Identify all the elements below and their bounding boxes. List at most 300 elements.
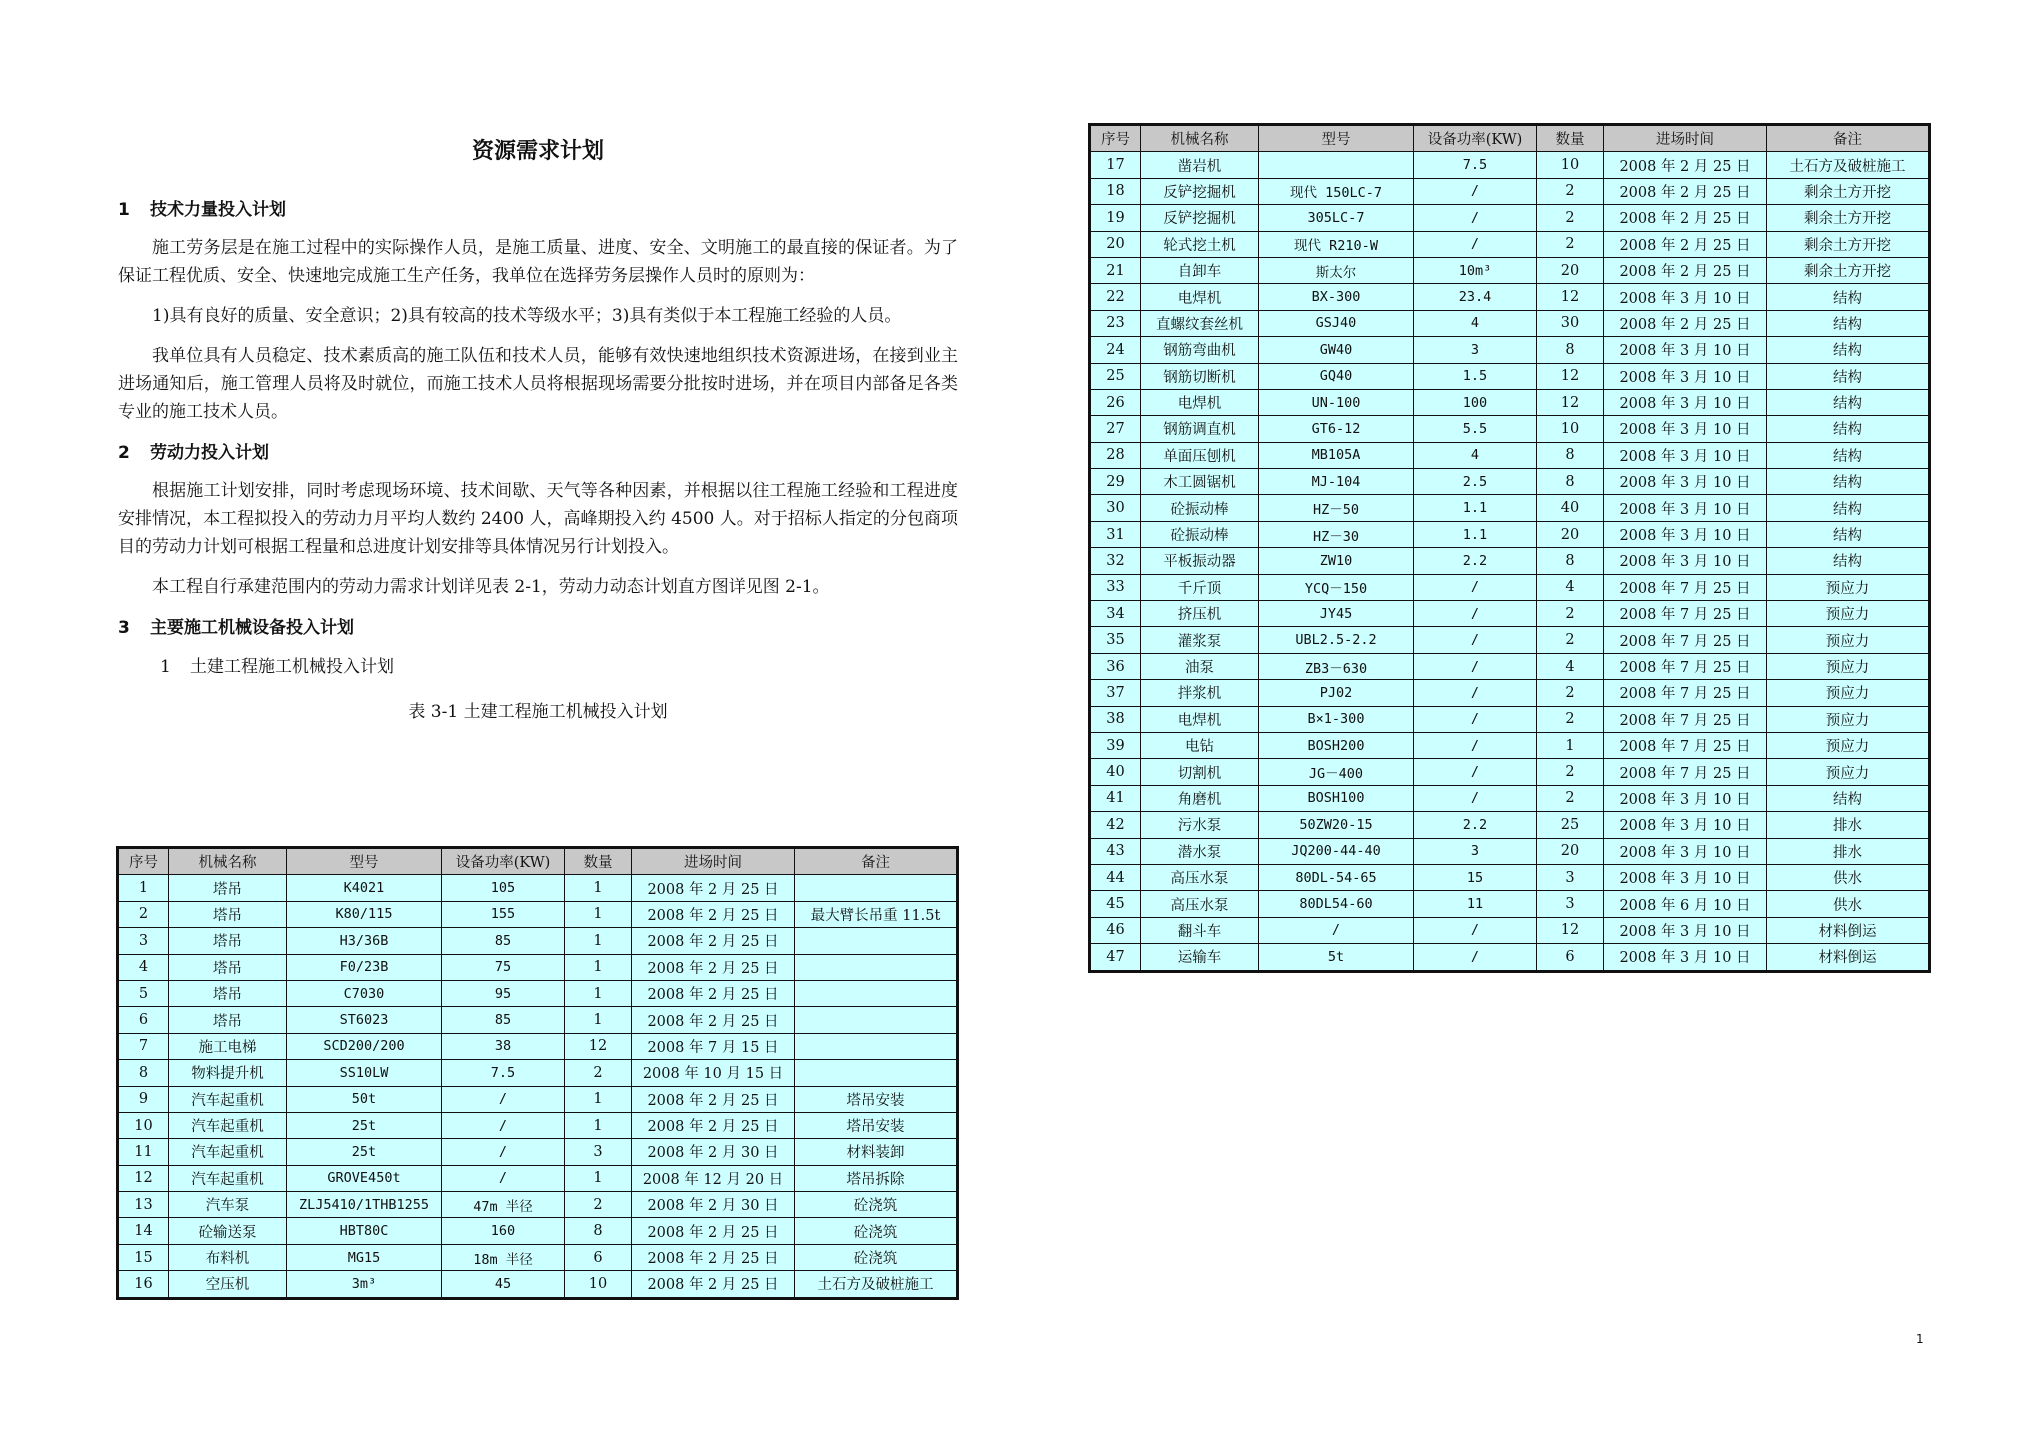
table-cell: 40 [1537, 495, 1604, 521]
table-cell: 42 [1090, 812, 1141, 838]
table-cell: 20 [1537, 838, 1604, 864]
table-cell: 2008 年 2 月 25 日 [632, 901, 795, 927]
table-cell: 2008 年 3 月 10 日 [1604, 548, 1767, 574]
table-row [1090, 917, 1930, 943]
table-cell: 电焊机 [1141, 389, 1259, 415]
table-row [1090, 759, 1930, 785]
table-cell: 3 [1537, 864, 1604, 890]
table-cell: K80/115 [287, 901, 442, 927]
table-cell: / [1414, 917, 1537, 943]
table-cell: 土石方及破桩施工 [1767, 152, 1930, 178]
table-row [1090, 706, 1930, 732]
table-cell: 10 [1537, 152, 1604, 178]
table-cell: 剩余土方开挖 [1767, 231, 1930, 257]
table-cell: 23.4 [1414, 284, 1537, 310]
table-cell: 12 [1537, 389, 1604, 415]
table-cell: 电焊机 [1141, 284, 1259, 310]
table-cell: / [1414, 231, 1537, 257]
table-cell: 结构 [1767, 495, 1930, 521]
table-cell: 塔吊 [169, 954, 287, 980]
table-cell: 2008 年 3 月 10 日 [1604, 812, 1767, 838]
table-row [1090, 548, 1930, 574]
paragraph: 我单位具有人员稳定、技术素质高的施工队伍和技术人员，能够有效快速地组织技术资源进场，在接到业主进场通知后，施工管理人员将及时就位，而施工技术人员将根据现场需要分批按时进场，并在项目内部备足各类专业的施工技术人员。 [118, 346, 958, 422]
table-cell: 2008 年 2 月 30 日 [632, 1139, 795, 1165]
table-cell: 100 [1414, 389, 1537, 415]
table-cell: 2 [1537, 706, 1604, 732]
table-cell: 2008 年 2 月 25 日 [632, 1244, 795, 1270]
table-cell: 2008 年 2 月 30 日 [632, 1192, 795, 1218]
table-cell: 2008 年 2 月 25 日 [1604, 310, 1767, 336]
table-cell: 2008 年 2 月 25 日 [632, 928, 795, 954]
table-cell: 结构 [1767, 785, 1930, 811]
table-cell: / [1414, 205, 1537, 231]
section-number: 3 [118, 618, 130, 638]
table-cell: MG15 [287, 1244, 442, 1270]
table-cell: JG－400 [1259, 759, 1414, 785]
table-cell: 施工电梯 [169, 1033, 287, 1059]
table-cell: 角磨机 [1141, 785, 1259, 811]
table-cell: 10 [565, 1271, 632, 1298]
machinery-table-right [1088, 123, 1931, 973]
table-cell: GSJ40 [1259, 310, 1414, 336]
table-cell: HBT80C [287, 1218, 442, 1244]
table-cell: 11 [1414, 891, 1537, 917]
table-cell: 4 [1414, 310, 1537, 336]
section-heading-1 [118, 195, 958, 220]
table-cell: 潜水泵 [1141, 838, 1259, 864]
table-cell: 4 [1537, 574, 1604, 600]
table-cell: 结构 [1767, 337, 1930, 363]
table-row [1090, 944, 1930, 971]
table-cell: 2008 年 3 月 10 日 [1604, 363, 1767, 389]
table-row [118, 1007, 958, 1033]
table-row [1090, 284, 1930, 310]
table-cell: / [1414, 627, 1537, 653]
table-cell: 9 [118, 1086, 169, 1112]
table-cell: 电焊机 [1141, 706, 1259, 732]
table-cell: 4 [1414, 442, 1537, 468]
table-cell: 47m 半径 [442, 1192, 565, 1218]
table-cell: 2 [1537, 205, 1604, 231]
table-cell: 50ZW20-15 [1259, 812, 1414, 838]
table-row [1090, 152, 1930, 178]
table-cell: JY45 [1259, 601, 1414, 627]
table-cell: GQ40 [1259, 363, 1414, 389]
table-cell: / [1414, 706, 1537, 732]
table-row [118, 875, 958, 901]
table-row [1090, 363, 1930, 389]
table-cell: 16 [118, 1271, 169, 1298]
table-cell: 1 [565, 1007, 632, 1033]
table-cell: 1 [118, 875, 169, 901]
table-cell: 最大臂长吊重 11.5t [795, 901, 958, 927]
column-header: 备注 [795, 848, 958, 875]
machinery-table-left [116, 846, 959, 1300]
column-header: 备注 [1767, 125, 1930, 152]
table-cell: 2008 年 3 月 10 日 [1604, 416, 1767, 442]
table-cell: 结构 [1767, 548, 1930, 574]
table-cell: 20 [1090, 231, 1141, 257]
table-cell [795, 875, 958, 901]
table-row [1090, 653, 1930, 679]
table-cell: HZ－30 [1259, 521, 1414, 547]
table-cell: 塔吊 [169, 928, 287, 954]
table-cell: 23 [1090, 310, 1141, 336]
table-cell: 2008 年 3 月 10 日 [1604, 442, 1767, 468]
table-cell: 3 [565, 1139, 632, 1165]
table-cell: 2008 年 6 月 10 日 [1604, 891, 1767, 917]
table-cell: / [442, 1139, 565, 1165]
page-number: 1 [1916, 1332, 1924, 1346]
table-cell: 46 [1090, 917, 1141, 943]
table-cell: 1 [565, 1086, 632, 1112]
table-cell: 结构 [1767, 310, 1930, 336]
table-cell: 30 [1537, 310, 1604, 336]
table-cell: 1 [565, 1112, 632, 1138]
table-cell: 2008 年 3 月 10 日 [1604, 337, 1767, 363]
table-cell: 5t [1259, 944, 1414, 971]
table-row [1090, 178, 1930, 204]
table-cell: 12 [1537, 917, 1604, 943]
table-cell: 预应力 [1767, 653, 1930, 679]
table-cell [795, 954, 958, 980]
table-cell: 灌浆泵 [1141, 627, 1259, 653]
table-cell: 18m 半径 [442, 1244, 565, 1270]
table-cell: 结构 [1767, 469, 1930, 495]
table-cell: 80DL-54-65 [1259, 864, 1414, 890]
column-header: 机械名称 [1141, 125, 1259, 152]
subsection-title: 土建工程施工机械投入计划 [190, 657, 394, 677]
table-cell: 2.2 [1414, 812, 1537, 838]
table-cell: 直螺纹套丝机 [1141, 310, 1259, 336]
table-cell: 2008 年 3 月 10 日 [1604, 944, 1767, 971]
table-cell: 塔吊安装 [795, 1112, 958, 1138]
table-cell: 预应力 [1767, 732, 1930, 758]
paragraph: 施工劳务层是在施工过程中的实际操作人员，是施工质量、进度、安全、文明施工的最直接的保证者。为了保证工程优质、安全、快速地完成施工生产任务，我单位在选择劳务层操作人员时的原则为： [118, 238, 958, 286]
table-row [1090, 205, 1930, 231]
table-cell: C7030 [287, 980, 442, 1006]
table-cell: ZLJ5410/1THB1255 [287, 1192, 442, 1218]
column-header: 序号 [1090, 125, 1141, 152]
column-header: 设备功率(KW) [1414, 125, 1537, 152]
table-cell: 塔吊拆除 [795, 1165, 958, 1191]
table-cell: 汽车起重机 [169, 1165, 287, 1191]
table-cell: 1 [565, 901, 632, 927]
table-cell: 20 [1537, 257, 1604, 283]
table-cell: ZW10 [1259, 548, 1414, 574]
table-cell: 供水 [1767, 891, 1930, 917]
table-row [1090, 416, 1930, 442]
table-cell: 43 [1090, 838, 1141, 864]
table-cell: 25 [1537, 812, 1604, 838]
table-cell: UBL2.5-2.2 [1259, 627, 1414, 653]
table-cell: 4 [118, 954, 169, 980]
table-cell: 40 [1090, 759, 1141, 785]
table-cell: 25t [287, 1112, 442, 1138]
table-cell: 3m³ [287, 1271, 442, 1298]
table-cell: 17 [1090, 152, 1141, 178]
table-cell: 2 [1537, 231, 1604, 257]
table-cell: F0/23B [287, 954, 442, 980]
table-cell: 2 [1537, 178, 1604, 204]
table-cell: 85 [442, 1007, 565, 1033]
table-row [118, 1165, 958, 1191]
column-header: 型号 [1259, 125, 1414, 152]
table-cell: 38 [442, 1033, 565, 1059]
table-cell: 结构 [1767, 521, 1930, 547]
table-cell: 2008 年 3 月 10 日 [1604, 917, 1767, 943]
table-cell: PJ02 [1259, 680, 1414, 706]
table-cell: 7.5 [1414, 152, 1537, 178]
table-cell: 7 [118, 1033, 169, 1059]
table-cell: 汽车起重机 [169, 1112, 287, 1138]
table-row [1090, 337, 1930, 363]
table-row [118, 1271, 958, 1298]
table-cell: H3/36B [287, 928, 442, 954]
table-cell: 1 [565, 980, 632, 1006]
table-row [1090, 574, 1930, 600]
table-cell: 砼浇筑 [795, 1218, 958, 1244]
table-row [1090, 257, 1930, 283]
table-row [118, 1244, 958, 1270]
table-cell: 2008 年 2 月 25 日 [1604, 231, 1767, 257]
section-number: 2 [118, 443, 130, 463]
table-cell: 19 [1090, 205, 1141, 231]
section-title: 技术力量投入计划 [150, 200, 286, 220]
table-cell: 2.5 [1414, 469, 1537, 495]
table-cell: 汽车起重机 [169, 1139, 287, 1165]
table-cell: / [1414, 601, 1537, 627]
table-cell: 5 [118, 980, 169, 1006]
table-row [1090, 838, 1930, 864]
table-cell: 反铲挖掘机 [1141, 178, 1259, 204]
column-header: 数量 [1537, 125, 1604, 152]
table-cell: 布料机 [169, 1244, 287, 1270]
table-cell: 75 [442, 954, 565, 980]
table-cell: / [1414, 732, 1537, 758]
table-cell: 塔吊 [169, 1007, 287, 1033]
table-row [118, 980, 958, 1006]
table-cell: 18 [1090, 178, 1141, 204]
table-cell: 6 [565, 1244, 632, 1270]
table-cell: 12 [1537, 363, 1604, 389]
table-cell: 2008 年 2 月 25 日 [1604, 205, 1767, 231]
table-cell: 3 [1537, 891, 1604, 917]
table-cell: 3 [1414, 337, 1537, 363]
table-row [118, 901, 958, 927]
table-cell: 排水 [1767, 838, 1930, 864]
column-header: 机械名称 [169, 848, 287, 875]
table-cell [795, 980, 958, 1006]
subsection-number: 1 [160, 657, 171, 677]
table-cell: 1 [565, 928, 632, 954]
table-cell: 材料装卸 [795, 1139, 958, 1165]
table-cell: 7.5 [442, 1060, 565, 1086]
table-cell: 27 [1090, 416, 1141, 442]
table-cell: BOSH200 [1259, 732, 1414, 758]
table-cell: 2008 年 2 月 25 日 [632, 954, 795, 980]
table-row [118, 1086, 958, 1112]
table-row [1090, 891, 1930, 917]
table-cell: 160 [442, 1218, 565, 1244]
table-body [1090, 152, 1930, 971]
table-cell: 2 [1537, 785, 1604, 811]
table-header-row [118, 848, 958, 875]
table-cell: 砼浇筑 [795, 1244, 958, 1270]
table-cell: 油泵 [1141, 653, 1259, 679]
table-cell: 2008 年 7 月 25 日 [1604, 601, 1767, 627]
table-cell: 29 [1090, 469, 1141, 495]
table-cell: 轮式挖土机 [1141, 231, 1259, 257]
section-heading-2 [118, 438, 958, 463]
table-cell: 45 [442, 1271, 565, 1298]
table-cell: 凿岩机 [1141, 152, 1259, 178]
table-cell: 24 [1090, 337, 1141, 363]
table-cell: 空压机 [169, 1271, 287, 1298]
table-cell: HZ－50 [1259, 495, 1414, 521]
table-cell: 8 [565, 1218, 632, 1244]
table-cell: 37 [1090, 680, 1141, 706]
column-header: 进场时间 [1604, 125, 1767, 152]
table-cell: 25t [287, 1139, 442, 1165]
left-column [118, 128, 958, 740]
table-cell: 1.5 [1414, 363, 1537, 389]
table-cell: 2008 年 7 月 25 日 [1604, 574, 1767, 600]
table-cell: 挤压机 [1141, 601, 1259, 627]
table-cell: 2008 年 2 月 25 日 [632, 875, 795, 901]
table-body [118, 875, 958, 1298]
table-cell: 2 [118, 901, 169, 927]
table-row [118, 928, 958, 954]
table-cell: 4 [1537, 653, 1604, 679]
table-row [1090, 601, 1930, 627]
table-cell: 32 [1090, 548, 1141, 574]
table-cell: 排水 [1767, 812, 1930, 838]
table-cell: / [1414, 178, 1537, 204]
table-cell: / [442, 1112, 565, 1138]
table-cell: 8 [118, 1060, 169, 1086]
table-cell: 2008 年 2 月 25 日 [632, 980, 795, 1006]
table-cell: BX-300 [1259, 284, 1414, 310]
table-cell: 2008 年 2 月 25 日 [632, 1271, 795, 1298]
table-cell: 31 [1090, 521, 1141, 547]
table-cell: 2008 年 3 月 10 日 [1604, 284, 1767, 310]
table-cell: 预应力 [1767, 706, 1930, 732]
table-cell: 41 [1090, 785, 1141, 811]
table-cell: 26 [1090, 389, 1141, 415]
table-cell: 千斤顶 [1141, 574, 1259, 600]
table-cell: 44 [1090, 864, 1141, 890]
table-cell: 2008 年 3 月 10 日 [1604, 469, 1767, 495]
section-heading-3 [118, 613, 958, 638]
table-cell [795, 1033, 958, 1059]
table-cell: 2008 年 12 月 20 日 [632, 1165, 795, 1191]
table-cell: 自卸车 [1141, 257, 1259, 283]
table-cell: 供水 [1767, 864, 1930, 890]
table-cell: 结构 [1767, 416, 1930, 442]
table-cell: 剩余土方开挖 [1767, 257, 1930, 283]
table-cell: 20 [1537, 521, 1604, 547]
paragraph: 本工程自行承建范围内的劳动力需求计划详见表 2-1，劳动力动态计划直方图详见图 2-1。 [152, 577, 830, 597]
table-cell: 结构 [1767, 284, 1930, 310]
table-cell: 钢筋调直机 [1141, 416, 1259, 442]
table-cell: 155 [442, 901, 565, 927]
table-cell: SCD200/200 [287, 1033, 442, 1059]
table-cell: / [1259, 917, 1414, 943]
table-cell: 2008 年 7 月 25 日 [1604, 732, 1767, 758]
table-cell: 2008 年 3 月 10 日 [1604, 521, 1767, 547]
table-cell: SS10LW [287, 1060, 442, 1086]
table-cell: 1.1 [1414, 521, 1537, 547]
table-cell: 预应力 [1767, 574, 1930, 600]
table-cell: ZB3－630 [1259, 653, 1414, 679]
table-row [1090, 627, 1930, 653]
table-cell: MJ-104 [1259, 469, 1414, 495]
table-cell [795, 928, 958, 954]
table-cell: 2008 年 2 月 25 日 [1604, 257, 1767, 283]
table-cell: 平板振动器 [1141, 548, 1259, 574]
table-cell: 物料提升机 [169, 1060, 287, 1086]
page-title: 资源需求计划 [471, 139, 604, 164]
table-cell: 12 [118, 1165, 169, 1191]
table-cell: K4021 [287, 875, 442, 901]
table-cell: / [1414, 574, 1537, 600]
table-cell: 2008 年 3 月 10 日 [1604, 389, 1767, 415]
table-cell: 现代 150LC-7 [1259, 178, 1414, 204]
table-cell: 2 [1537, 601, 1604, 627]
table-row [1090, 310, 1930, 336]
table-cell: 8 [1537, 442, 1604, 468]
table-cell: 2008 年 2 月 25 日 [1604, 152, 1767, 178]
table-cell: 2 [565, 1060, 632, 1086]
table-cell: 2008 年 2 月 25 日 [632, 1112, 795, 1138]
table-cell: / [1414, 785, 1537, 811]
table-cell: 钢筋弯曲机 [1141, 337, 1259, 363]
paragraph: 1)具有良好的质量、安全意识；2)具有较高的技术等级水平；3)具有类似于本工程施工经验的人员。 [152, 306, 902, 326]
table-cell: 14 [118, 1218, 169, 1244]
table-cell: 2008 年 7 月 15 日 [632, 1033, 795, 1059]
table-cell: JQ200-44-40 [1259, 838, 1414, 864]
table-cell: UN-100 [1259, 389, 1414, 415]
table-caption: 表 3-1 土建工程施工机械投入计划 [408, 702, 668, 722]
table-cell: 汽车泵 [169, 1192, 287, 1218]
table-cell: 30 [1090, 495, 1141, 521]
table-cell: ST6023 [287, 1007, 442, 1033]
table-cell: 50t [287, 1086, 442, 1112]
table-cell: 10 [118, 1112, 169, 1138]
table-cell: 预应力 [1767, 680, 1930, 706]
table-cell: 305LC-7 [1259, 205, 1414, 231]
table-cell: 2008 年 2 月 25 日 [1604, 178, 1767, 204]
subsection-heading [160, 652, 958, 677]
table-row [118, 1112, 958, 1138]
table-cell [1259, 152, 1414, 178]
table-cell [795, 1060, 958, 1086]
table-cell: 2008 年 7 月 25 日 [1604, 627, 1767, 653]
table-cell: 33 [1090, 574, 1141, 600]
table-cell: 2 [565, 1192, 632, 1218]
table-row [1090, 812, 1930, 838]
column-header: 设备功率(KW) [442, 848, 565, 875]
table-cell: 1 [565, 954, 632, 980]
table-cell: 2 [1537, 680, 1604, 706]
table-row [118, 1139, 958, 1165]
table-cell: 斯太尔 [1259, 257, 1414, 283]
table-cell: 1.1 [1414, 495, 1537, 521]
table-cell: 拌浆机 [1141, 680, 1259, 706]
table-row [1090, 864, 1930, 890]
table-cell: 5.5 [1414, 416, 1537, 442]
